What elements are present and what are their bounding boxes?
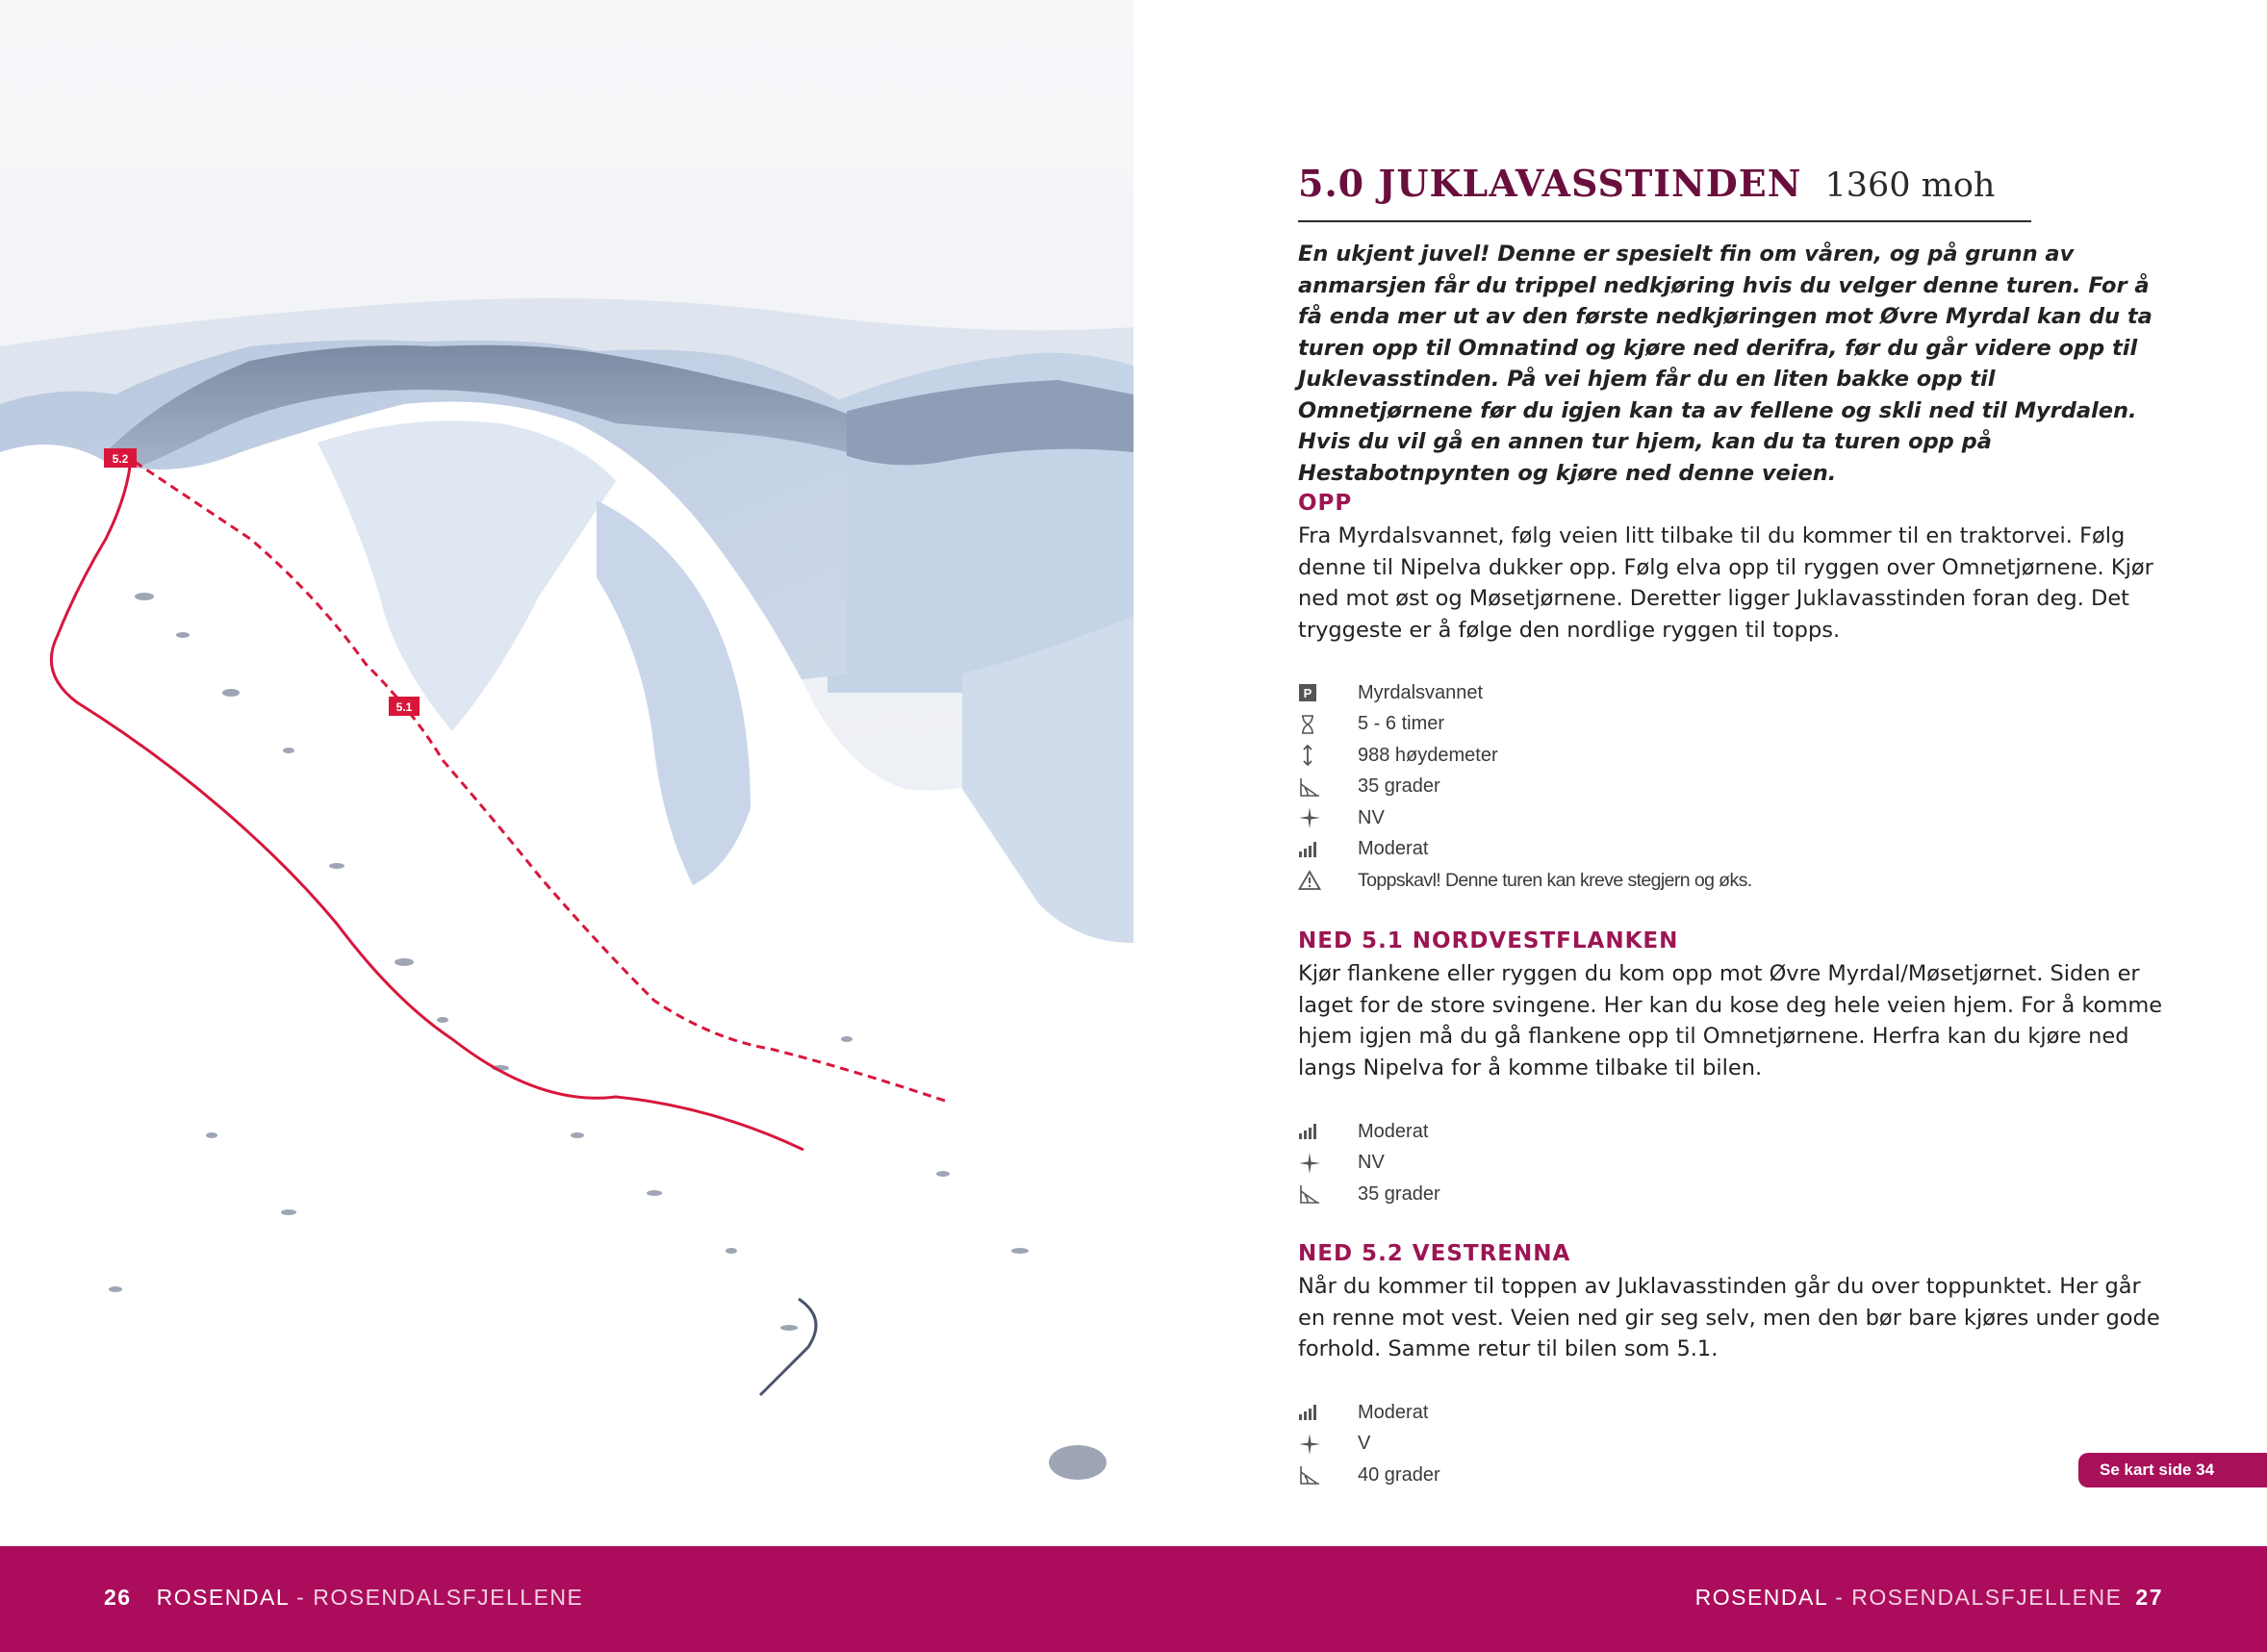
fact-text: 988 høydemeter [1358, 744, 1498, 766]
difficulty-icon [1298, 1404, 1358, 1421]
facts-ned-5-2 [1298, 1397, 1440, 1491]
fact-text: Toppskavl! Denne turen kan kreve stegjern og øks. [1358, 869, 1752, 891]
section-body-opp: Fra Myrdalsvannet, følg veien litt tilbake til du kommer til en traktorvei. Følg denne til Nipelva dukker opp. Følg elva opp til ryggen over Omnetjørnene. Kjør ned mot øst og Møsetjørnene. Deretter ligger Juklavasstinden foran deg. Det tryggeste er å følge den nordlige ryggen til topps. [1298, 523, 2153, 643]
footer-region: ROSENDALSFJELLENE [313, 1585, 584, 1610]
warning-icon [1298, 870, 1358, 891]
fact-text: 5 - 6 timer [1358, 713, 1445, 735]
footer-separator: - [1835, 1585, 1845, 1610]
page-footer [0, 1546, 2267, 1652]
fact-text: Moderat [1358, 1120, 1429, 1142]
route-name: 5.0 JUKLAVASSTINDEN [1298, 162, 1802, 205]
route-label-5-2 [104, 448, 137, 468]
footer-area: ROSENDAL [1694, 1585, 1828, 1610]
difficulty-icon [1298, 1123, 1358, 1140]
fact-text: 35 grader [1358, 775, 1440, 798]
page-number-left: 26 [104, 1585, 132, 1610]
fact-row [1298, 865, 1752, 897]
footer-left [104, 1585, 583, 1611]
facts-ned-5-1 [1298, 1116, 1440, 1210]
slope-angle-icon [1298, 1183, 1358, 1205]
mountain-photo [0, 0, 1134, 1546]
fact-row [1298, 709, 1752, 741]
fact-text: Myrdalsvannet [1358, 681, 1484, 703]
fact-text: NV [1358, 1152, 1385, 1174]
route-label-5-2-text: 5.2 [112, 452, 129, 466]
photo-illustration [0, 0, 1134, 1546]
route-label-5-1 [389, 697, 420, 716]
map-reference-tab[interactable]: Se kart side 34 [2078, 1453, 2267, 1487]
footer-area: ROSENDAL [156, 1585, 290, 1610]
footer-separator: - [296, 1585, 306, 1610]
fact-row [1298, 1460, 1440, 1491]
svg-text:P: P [1303, 686, 1312, 701]
footer-region: ROSENDALSFJELLENE [1851, 1585, 2123, 1610]
section-body-ned-5-2: Når du kommer til toppen av Juklavasstinden går du over toppunktet. Her går en renne mot vest. Veien ned gir seg selv, men den bør bare kjøres under gode forhold. Samme retur til bilen som 5.1. [1298, 1274, 2160, 1361]
fact-row [1298, 772, 1752, 803]
compass-icon [1298, 806, 1358, 829]
fact-row [1298, 740, 1752, 772]
fact-text: 35 grader [1358, 1182, 1440, 1205]
route-elevation: 1360 moh [1824, 166, 1996, 205]
difficulty-icon [1298, 841, 1358, 858]
slope-angle-icon [1298, 1464, 1358, 1486]
compass-icon [1298, 1433, 1358, 1456]
elevation-icon [1298, 744, 1358, 767]
fact-text: V [1358, 1433, 1371, 1455]
route-title [1298, 162, 2031, 222]
fact-text: 40 grader [1358, 1463, 1440, 1486]
intro-text: En ukjent juvel! Denne er spesielt fin om våren, og på grunn av anmarsjen får du trippel nedkjøring hvis du velger denne turen. For å få enda mer ut av den første nedkjøringen mot Øvre Myrdal kan du ta turen opp til Omnatind og kjøre ned derifra, før du går videre opp til Juklevasstinden. På vei hjem får du en liten bakke opp til Omnetjørnene før du igjen kan ta av fellene og skli ned til Myrdalen. Hvis du vil gå en annen tur hjem, kan du ta turen opp på Hestabotnpynten og kjøre ned denne veien. [1298, 241, 2152, 486]
fact-row [1298, 1148, 1440, 1180]
fact-row [1298, 1397, 1440, 1429]
fact-row [1298, 1429, 1440, 1461]
parking-icon [1298, 683, 1358, 702]
fact-row [1298, 677, 1752, 709]
hourglass-icon [1298, 714, 1358, 735]
fact-text: Moderat [1358, 1401, 1429, 1423]
fact-row [1298, 1116, 1440, 1148]
section-heading-opp: OPP [1298, 491, 1353, 516]
slope-angle-icon [1298, 776, 1358, 798]
footer-left-title [157, 1585, 584, 1611]
route-label-5-1-text: 5.1 [395, 700, 413, 714]
footer-right [1695, 1585, 2163, 1611]
footer-right-title [1695, 1585, 2123, 1611]
section-heading-ned-5-1: NED 5.1 NORDVESTFLANKEN [1298, 928, 1679, 953]
fact-text: NV [1358, 806, 1385, 828]
facts-opp [1298, 677, 1752, 897]
fact-row [1298, 1179, 1440, 1210]
section-body-ned-5-1: Kjør flankene eller ryggen du kom opp mot Øvre Myrdal/Møsetjørnet. Siden er laget for de store svingene. Her kan du kose deg hele veien hjem. For å komme hjem igjen må du gå flankene opp til Omnetjørnene. Herfra kan du kjøre ned langs Nipelva for å komme tilbake til bilen. [1298, 961, 2163, 1080]
compass-icon [1298, 1152, 1358, 1175]
fact-row [1298, 834, 1752, 866]
fact-text: Moderat [1358, 838, 1429, 860]
fact-row [1298, 802, 1752, 834]
page-number-right: 27 [2135, 1585, 2163, 1610]
section-heading-ned-5-2: NED 5.2 VESTRENNA [1298, 1241, 1571, 1266]
